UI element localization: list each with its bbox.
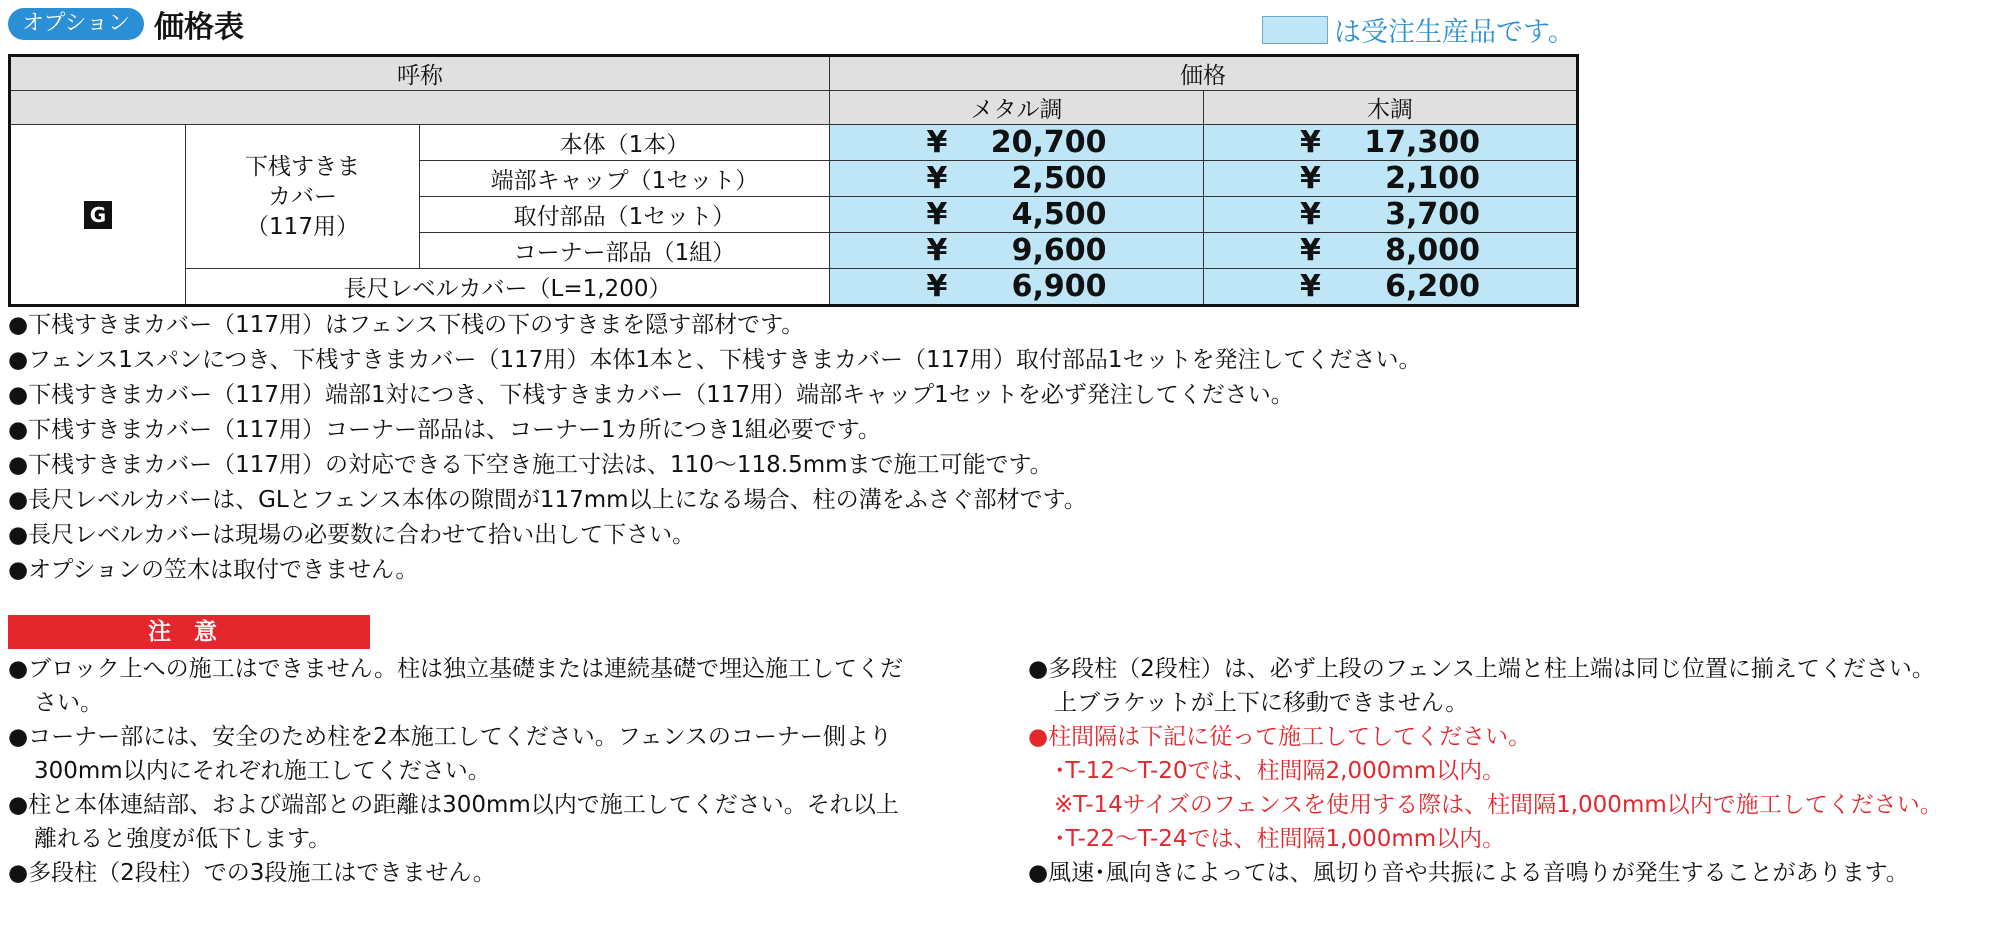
caution-item: ●風速･風向きによっては、風切り音や共振による音鳴りが発生することがあります。: [1028, 860, 1909, 886]
group-line: カバー: [268, 183, 337, 210]
made-to-order-swatch: [1262, 16, 1328, 44]
group-line: （117用）: [246, 213, 359, 240]
price-metal: ¥ 2,500: [830, 161, 1204, 197]
made-to-order-note: は受注生産品です。: [1334, 17, 1575, 48]
notes-list: [8, 308, 1422, 588]
price-wood: ¥ 2,100: [1204, 161, 1578, 197]
page-title: 価格表: [154, 10, 245, 45]
item-name: 取付部品（1セット）: [420, 197, 830, 233]
note-item: ●長尺レベルカバーは現場の必要数に合わせて拾い出して下さい。: [8, 522, 696, 548]
item-name: 端部キャップ（1セット）: [420, 161, 830, 197]
price-wood: ¥ 8,000: [1204, 233, 1578, 269]
caution-subitem-red: ※T-14サイズのフェンスを使用する際は、柱間隔1,000mm以内で施工してください。: [1054, 792, 1943, 818]
caution-item-red: ●柱間隔は下記に従って施工してしてください。: [1028, 724, 1532, 750]
note-item: ●下桟すきまカバー（117用）端部1対につき、下桟すきまカバー（117用）端部キャップ1セットを必ず発注してください。: [8, 382, 1294, 408]
caution-right-column: [1028, 652, 1998, 890]
option-badge: オプション: [8, 8, 144, 40]
group-cell: [186, 125, 420, 269]
price-metal: ¥ 6,900: [830, 269, 1204, 306]
header-blank: [10, 91, 830, 125]
caution-subitem-red: ･T-12〜T-20では、柱間隔2,000mm以内。: [1054, 758, 1506, 784]
price-table: [8, 54, 1579, 307]
note-item: ●長尺レベルカバーは、GLとフェンス本体の隙間が117mm以上になる場合、柱の溝をふさぐ部材です。: [8, 487, 1087, 513]
price-wood: ¥ 17,300: [1204, 125, 1578, 161]
group-line: 下桟すきま: [245, 153, 360, 180]
header-wood: 木調: [1204, 91, 1578, 125]
note-item: ●下桟すきまカバー（117用）はフェンス下桟の下のすきまを隠す部材です。: [8, 312, 805, 338]
caution-item: ●多段柱（2段柱）は、必ず上段のフェンス上端と柱上端は同じ位置に揃えてください。: [1028, 656, 1935, 682]
code-g-label: G: [84, 201, 112, 229]
price-metal: ¥ 9,600: [830, 233, 1204, 269]
price-metal: ¥ 20,700: [830, 125, 1204, 161]
note-item: ●下桟すきまカバー（117用）の対応できる下空き施工寸法は、110〜118.5mmまで施工可能です。: [8, 452, 1053, 478]
price-wood: ¥ 3,700: [1204, 197, 1578, 233]
table-row: [10, 125, 1578, 161]
made-to-order-legend: [1262, 10, 1575, 49]
table-row: [10, 269, 1578, 306]
code-cell: [10, 125, 186, 306]
caution-item-cont: 上ブラケットが上下に移動できません。: [1054, 690, 1469, 716]
item-name: 長尺レベルカバー（L=1,200）: [186, 269, 830, 306]
note-item: ●オプションの笠木は取付できません。: [8, 557, 419, 583]
caution-item: ●ブロック上への施工はできません。柱は独立基礎または連続基礎で埋込施工してくだ: [8, 656, 903, 682]
header-metal: メタル調: [830, 91, 1204, 125]
note-item: ●下桟すきまカバー（117用）コーナー部品は、コーナー1カ所につき1組必要です。: [8, 417, 881, 443]
item-name: コーナー部品（1組）: [420, 233, 830, 269]
header-name: 呼称: [10, 56, 830, 91]
header-price: 価格: [830, 56, 1578, 91]
caution-heading: 注 意: [8, 615, 370, 649]
caution-item-cont: 300mm以内にそれぞれ施工してください。: [34, 758, 491, 784]
item-name: 本体（1本）: [420, 125, 830, 161]
price-wood: ¥ 6,200: [1204, 269, 1578, 306]
caution-left-column: [8, 652, 1008, 890]
caution-item: ●多段柱（2段柱）での3段施工はできません。: [8, 860, 496, 886]
price-metal: ¥ 4,500: [830, 197, 1204, 233]
caution-subitem-red: ･T-22〜T-24では、柱間隔1,000mm以内。: [1054, 826, 1506, 852]
note-item: ●フェンス1スパンにつき、下桟すきまカバー（117用）本体1本と、下桟すきまカバー（117用）取付部品1セットを発注してください。: [8, 347, 1422, 373]
caution-item-cont: さい。: [34, 690, 103, 716]
caution-item-cont: 離れると強度が低下します。: [34, 826, 332, 852]
caution-item: ●コーナー部には、安全のため柱を2本施工してください。フェンスのコーナー側より: [8, 724, 892, 750]
page-header: [8, 6, 245, 45]
caution-item: ●柱と本体連結部、および端部との距離は300mm以内で施工してください。それ以上: [8, 792, 899, 818]
